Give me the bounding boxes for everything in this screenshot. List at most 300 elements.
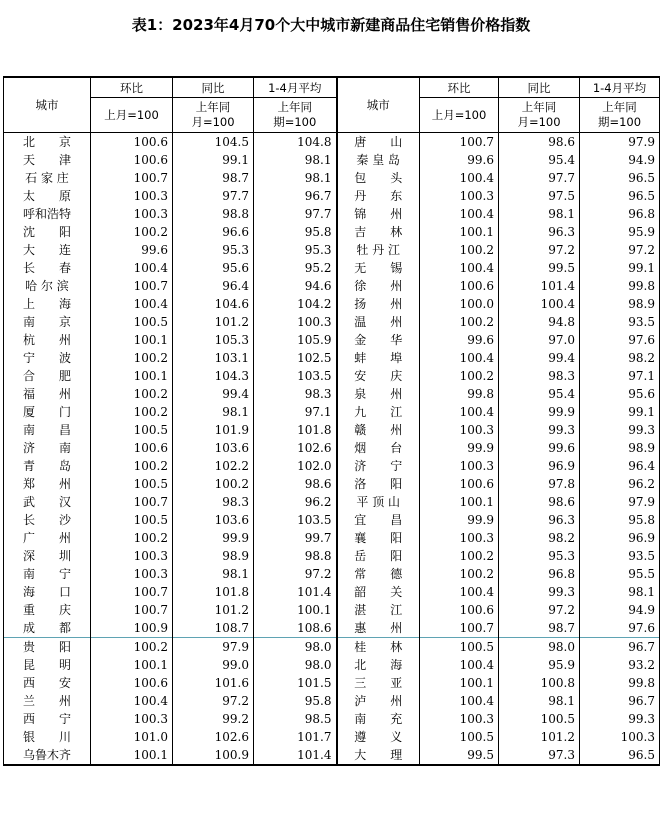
yoy-cell: 98.1	[173, 403, 254, 421]
yoy-cell: 104.3	[173, 367, 254, 385]
yoy-cell: 98.3	[173, 493, 254, 511]
avg-cell: 96.8	[580, 205, 660, 223]
city-cell: 南 京	[4, 313, 91, 331]
avg-cell: 94.9	[580, 601, 660, 619]
avg-header-right: 1-4月平均	[580, 77, 660, 98]
yoy-cell: 99.4	[499, 349, 580, 367]
table-row	[4, 619, 660, 638]
avg-cell: 103.5	[254, 367, 337, 385]
yoy-cell: 98.9	[173, 547, 254, 565]
mom-cell: 100.3	[420, 187, 499, 205]
yoy-cell: 100.4	[499, 295, 580, 313]
avg-cell: 98.3	[254, 385, 337, 403]
table-row	[4, 457, 660, 475]
city-cell: 成 都	[4, 619, 91, 638]
yoy-cell: 97.7	[173, 187, 254, 205]
city-cell: 西 安	[4, 674, 91, 692]
table-title: 表1：2023年4月70个大中城市新建商品住宅销售价格指数	[131, 16, 531, 34]
mom-cell: 100.4	[420, 692, 499, 710]
city-cell: 遵 义	[337, 728, 420, 746]
city-cell: 深 圳	[4, 547, 91, 565]
yoy-cell: 99.4	[173, 385, 254, 403]
city-cell: 泸 州	[337, 692, 420, 710]
avg-cell: 99.3	[580, 421, 660, 439]
yoy-cell: 100.9	[173, 746, 254, 765]
yoy-cell: 95.9	[499, 656, 580, 674]
city-cell: 福 州	[4, 385, 91, 403]
city-cell: 长 沙	[4, 511, 91, 529]
city-cell: 乌鲁木齐	[4, 746, 91, 765]
yoy-cell: 95.3	[499, 547, 580, 565]
avg-cell: 95.8	[580, 511, 660, 529]
yoy-cell: 98.1	[173, 565, 254, 583]
avg-cell: 98.1	[580, 583, 660, 601]
mom-cell: 100.4	[91, 692, 173, 710]
mom-cell: 100.1	[91, 656, 173, 674]
city-cell: 西 宁	[4, 710, 91, 728]
mom-cell: 100.2	[420, 547, 499, 565]
table-row	[4, 601, 660, 619]
mom-cell: 100.5	[91, 511, 173, 529]
header-row-sub	[4, 98, 660, 133]
mom-cell: 100.2	[420, 565, 499, 583]
mom-cell: 100.3	[91, 565, 173, 583]
table-row	[4, 511, 660, 529]
avg-cell: 105.9	[254, 331, 337, 349]
table-row	[4, 421, 660, 439]
avg-base: 上年同 期=100	[254, 98, 337, 133]
mom-cell: 100.2	[420, 241, 499, 259]
avg-cell: 96.7	[580, 692, 660, 710]
mom-header-right: 环比	[420, 77, 499, 98]
avg-cell: 99.1	[580, 259, 660, 277]
yoy-cell: 103.1	[173, 349, 254, 367]
yoy-cell: 96.9	[499, 457, 580, 475]
city-cell: 海 口	[4, 583, 91, 601]
table-row	[4, 583, 660, 601]
mom-cell: 100.7	[91, 493, 173, 511]
avg-cell: 96.5	[580, 746, 660, 765]
avg-cell: 96.2	[254, 493, 337, 511]
city-cell: 哈 尔 滨	[4, 277, 91, 295]
city-column-header: 城市	[4, 77, 91, 133]
mom-cell: 100.2	[91, 349, 173, 367]
yoy-cell: 99.5	[499, 259, 580, 277]
yoy-cell: 99.2	[173, 710, 254, 728]
mom-cell: 100.7	[420, 133, 499, 152]
yoy-cell: 97.0	[499, 331, 580, 349]
avg-cell: 103.5	[254, 511, 337, 529]
yoy-cell: 100.5	[499, 710, 580, 728]
city-cell: 厦 门	[4, 403, 91, 421]
city-cell: 九 江	[337, 403, 420, 421]
yoy-cell: 105.3	[173, 331, 254, 349]
city-cell: 包 头	[337, 169, 420, 187]
city-cell: 沈 阳	[4, 223, 91, 241]
avg-cell: 95.2	[254, 259, 337, 277]
avg-cell: 98.5	[254, 710, 337, 728]
city-cell: 天 津	[4, 151, 91, 169]
city-cell: 太 原	[4, 187, 91, 205]
city-cell: 洛 阳	[337, 475, 420, 493]
avg-cell: 100.1	[254, 601, 337, 619]
city-cell: 平 顶 山	[337, 493, 420, 511]
city-cell: 重 庆	[4, 601, 91, 619]
yoy-cell: 99.6	[499, 439, 580, 457]
city-cell: 兰 州	[4, 692, 91, 710]
avg-cell: 98.9	[580, 439, 660, 457]
mom-cell: 100.6	[420, 601, 499, 619]
city-cell: 牡 丹 江	[337, 241, 420, 259]
mom-cell: 100.2	[91, 223, 173, 241]
mom-cell: 100.6	[91, 133, 173, 152]
mom-cell: 100.4	[420, 656, 499, 674]
mom-cell: 100.5	[91, 313, 173, 331]
avg-cell: 97.6	[580, 619, 660, 638]
table-row	[4, 728, 660, 746]
avg-cell: 93.2	[580, 656, 660, 674]
mom-cell: 100.2	[420, 313, 499, 331]
avg-cell: 96.5	[580, 187, 660, 205]
table-row	[4, 638, 660, 657]
yoy-cell: 97.9	[173, 638, 254, 657]
avg-cell: 101.4	[254, 583, 337, 601]
avg-cell: 97.2	[254, 565, 337, 583]
city-cell: 南 昌	[4, 421, 91, 439]
mom-cell: 100.3	[91, 710, 173, 728]
mom-cell: 100.1	[91, 331, 173, 349]
yoy-cell: 96.8	[499, 565, 580, 583]
avg-cell: 96.4	[580, 457, 660, 475]
table-row	[4, 313, 660, 331]
avg-cell: 97.9	[580, 133, 660, 152]
city-cell: 锦 州	[337, 205, 420, 223]
city-cell: 贵 阳	[4, 638, 91, 657]
yoy-cell: 95.4	[499, 385, 580, 403]
yoy-cell: 96.3	[499, 223, 580, 241]
yoy-cell: 99.9	[173, 529, 254, 547]
avg-cell: 95.6	[580, 385, 660, 403]
yoy-base: 上年同 月=100	[173, 98, 254, 133]
city-cell: 呼和浩特	[4, 205, 91, 223]
mom-cell: 100.3	[420, 710, 499, 728]
avg-cell: 94.9	[580, 151, 660, 169]
avg-cell: 97.7	[254, 205, 337, 223]
avg-base-right: 上年同 期=100	[580, 98, 660, 133]
table-row	[4, 746, 660, 765]
avg-cell: 102.6	[254, 439, 337, 457]
mom-cell: 100.7	[91, 601, 173, 619]
yoy-cell: 98.0	[499, 638, 580, 657]
yoy-cell: 102.6	[173, 728, 254, 746]
yoy-cell: 99.9	[499, 403, 580, 421]
table-row	[4, 241, 660, 259]
city-cell: 长 春	[4, 259, 91, 277]
avg-cell: 98.9	[580, 295, 660, 313]
avg-cell: 101.7	[254, 728, 337, 746]
city-cell: 南 充	[337, 710, 420, 728]
city-cell: 吉 林	[337, 223, 420, 241]
yoy-cell: 104.5	[173, 133, 254, 152]
yoy-cell: 99.3	[499, 583, 580, 601]
yoy-cell: 96.4	[173, 277, 254, 295]
mom-cell: 100.4	[420, 205, 499, 223]
table-row	[4, 277, 660, 295]
avg-cell: 99.8	[580, 277, 660, 295]
city-cell: 常 德	[337, 565, 420, 583]
mom-cell: 100.9	[91, 619, 173, 638]
yoy-cell: 96.6	[173, 223, 254, 241]
mom-cell: 101.0	[91, 728, 173, 746]
table-row	[4, 493, 660, 511]
mom-cell: 100.7	[91, 169, 173, 187]
avg-cell: 95.3	[254, 241, 337, 259]
city-cell: 大 连	[4, 241, 91, 259]
mom-cell: 100.1	[91, 367, 173, 385]
table-row	[4, 692, 660, 710]
mom-cell: 99.8	[420, 385, 499, 403]
city-cell: 唐 山	[337, 133, 420, 152]
avg-cell: 98.0	[254, 638, 337, 657]
avg-cell: 99.7	[254, 529, 337, 547]
yoy-cell: 98.6	[499, 493, 580, 511]
avg-cell: 97.6	[580, 331, 660, 349]
yoy-cell: 108.7	[173, 619, 254, 638]
city-cell: 济 宁	[337, 457, 420, 475]
avg-cell: 96.7	[254, 187, 337, 205]
city-cell: 郑 州	[4, 475, 91, 493]
table-row	[4, 367, 660, 385]
city-cell: 桂 林	[337, 638, 420, 657]
mom-cell: 100.0	[420, 295, 499, 313]
city-cell: 安 庆	[337, 367, 420, 385]
mom-cell: 100.3	[91, 187, 173, 205]
city-cell: 武 汉	[4, 493, 91, 511]
avg-cell: 101.8	[254, 421, 337, 439]
avg-cell: 97.1	[580, 367, 660, 385]
city-cell: 赣 州	[337, 421, 420, 439]
city-cell: 徐 州	[337, 277, 420, 295]
mom-cell: 100.4	[91, 295, 173, 313]
avg-cell: 96.2	[580, 475, 660, 493]
mom-cell: 99.6	[420, 331, 499, 349]
yoy-cell: 95.6	[173, 259, 254, 277]
yoy-cell: 94.8	[499, 313, 580, 331]
avg-cell: 104.8	[254, 133, 337, 152]
avg-cell: 93.5	[580, 547, 660, 565]
yoy-cell: 97.2	[173, 692, 254, 710]
mom-cell: 100.2	[91, 385, 173, 403]
mom-cell: 100.2	[91, 457, 173, 475]
yoy-cell: 98.1	[499, 205, 580, 223]
yoy-cell: 101.2	[499, 728, 580, 746]
avg-cell: 99.8	[580, 674, 660, 692]
table-row	[4, 403, 660, 421]
table-row	[4, 169, 660, 187]
city-cell: 合 肥	[4, 367, 91, 385]
avg-cell: 97.2	[580, 241, 660, 259]
header-row-top	[4, 77, 660, 98]
mom-cell: 100.6	[420, 475, 499, 493]
avg-cell: 95.8	[254, 692, 337, 710]
avg-cell: 94.6	[254, 277, 337, 295]
mom-cell: 99.5	[420, 746, 499, 765]
yoy-cell: 100.2	[173, 475, 254, 493]
mom-cell: 100.3	[420, 421, 499, 439]
avg-cell: 93.5	[580, 313, 660, 331]
avg-cell: 100.3	[580, 728, 660, 746]
table-row	[4, 205, 660, 223]
mom-cell: 100.3	[91, 547, 173, 565]
mom-header: 环比	[91, 77, 173, 98]
avg-cell: 108.6	[254, 619, 337, 638]
city-cell: 温 州	[337, 313, 420, 331]
city-cell: 北 京	[4, 133, 91, 152]
city-cell: 北 海	[337, 656, 420, 674]
mom-cell: 100.7	[91, 277, 173, 295]
avg-cell: 100.3	[254, 313, 337, 331]
city-cell: 昆 明	[4, 656, 91, 674]
avg-cell: 104.2	[254, 295, 337, 313]
city-cell: 蚌 埠	[337, 349, 420, 367]
mom-cell: 100.2	[91, 403, 173, 421]
yoy-cell: 99.0	[173, 656, 254, 674]
yoy-cell: 101.9	[173, 421, 254, 439]
avg-cell: 95.8	[254, 223, 337, 241]
avg-cell: 98.1	[254, 151, 337, 169]
table-row	[4, 529, 660, 547]
yoy-cell: 98.3	[499, 367, 580, 385]
mom-cell: 100.4	[91, 259, 173, 277]
mom-cell: 100.1	[91, 746, 173, 765]
city-cell: 烟 台	[337, 439, 420, 457]
yoy-cell: 99.1	[173, 151, 254, 169]
yoy-header-right: 同比	[499, 77, 580, 98]
avg-cell: 95.9	[580, 223, 660, 241]
yoy-cell: 97.2	[499, 241, 580, 259]
mom-cell: 100.3	[91, 205, 173, 223]
mom-cell: 100.6	[91, 439, 173, 457]
table-row	[4, 565, 660, 583]
avg-cell: 101.5	[254, 674, 337, 692]
city-cell: 襄 阳	[337, 529, 420, 547]
avg-cell: 98.8	[254, 547, 337, 565]
avg-cell: 95.5	[580, 565, 660, 583]
mom-cell: 99.6	[420, 151, 499, 169]
mom-cell: 100.6	[91, 151, 173, 169]
city-cell: 秦 皇 岛	[337, 151, 420, 169]
mom-cell: 100.1	[420, 674, 499, 692]
yoy-header: 同比	[173, 77, 254, 98]
city-cell: 惠 州	[337, 619, 420, 638]
mom-cell: 100.2	[91, 529, 173, 547]
city-cell: 泉 州	[337, 385, 420, 403]
price-index-table	[3, 76, 660, 766]
table-row	[4, 151, 660, 169]
avg-cell: 102.5	[254, 349, 337, 367]
yoy-cell: 98.8	[173, 205, 254, 223]
city-column-header-right: 城市	[337, 77, 420, 133]
avg-cell: 96.9	[580, 529, 660, 547]
yoy-cell: 104.6	[173, 295, 254, 313]
avg-cell: 99.3	[580, 710, 660, 728]
mom-cell: 100.5	[91, 475, 173, 493]
table-row	[4, 674, 660, 692]
city-cell: 银 川	[4, 728, 91, 746]
table-row	[4, 331, 660, 349]
city-cell: 宜 昌	[337, 511, 420, 529]
yoy-cell: 102.2	[173, 457, 254, 475]
yoy-cell: 97.7	[499, 169, 580, 187]
yoy-cell: 101.2	[173, 313, 254, 331]
yoy-cell: 98.2	[499, 529, 580, 547]
mom-cell: 100.4	[420, 403, 499, 421]
city-cell: 南 宁	[4, 565, 91, 583]
table-row	[4, 295, 660, 313]
city-cell: 韶 关	[337, 583, 420, 601]
city-cell: 广 州	[4, 529, 91, 547]
mom-cell: 100.2	[91, 638, 173, 657]
table-row	[4, 259, 660, 277]
mom-cell: 100.7	[91, 583, 173, 601]
city-cell: 金 华	[337, 331, 420, 349]
city-cell: 石 家 庄	[4, 169, 91, 187]
yoy-cell: 96.3	[499, 511, 580, 529]
city-cell: 无 锡	[337, 259, 420, 277]
avg-header: 1-4月平均	[254, 77, 337, 98]
mom-cell: 100.1	[420, 493, 499, 511]
yoy-cell: 100.8	[499, 674, 580, 692]
table-row	[4, 710, 660, 728]
city-cell: 三 亚	[337, 674, 420, 692]
avg-cell: 101.4	[254, 746, 337, 765]
avg-cell: 97.1	[254, 403, 337, 421]
avg-cell: 96.7	[580, 638, 660, 657]
yoy-cell: 98.7	[173, 169, 254, 187]
table-row	[4, 656, 660, 674]
city-cell: 丹 东	[337, 187, 420, 205]
yoy-cell: 98.1	[499, 692, 580, 710]
avg-cell: 98.2	[580, 349, 660, 367]
yoy-cell: 97.2	[499, 601, 580, 619]
mom-cell: 99.9	[420, 511, 499, 529]
mom-cell: 100.2	[420, 367, 499, 385]
yoy-cell: 98.7	[499, 619, 580, 638]
city-cell: 济 南	[4, 439, 91, 457]
mom-cell: 99.6	[91, 241, 173, 259]
yoy-cell: 101.8	[173, 583, 254, 601]
table-row	[4, 547, 660, 565]
city-cell: 大 理	[337, 746, 420, 765]
yoy-cell: 103.6	[173, 511, 254, 529]
yoy-cell: 101.2	[173, 601, 254, 619]
table-row	[4, 439, 660, 457]
yoy-cell: 99.3	[499, 421, 580, 439]
mom-cell: 100.4	[420, 169, 499, 187]
city-cell: 岳 阳	[337, 547, 420, 565]
yoy-cell: 97.3	[499, 746, 580, 765]
table-row	[4, 187, 660, 205]
mom-cell: 100.3	[420, 529, 499, 547]
city-cell: 杭 州	[4, 331, 91, 349]
mom-cell: 100.6	[420, 277, 499, 295]
table-row	[4, 223, 660, 241]
yoy-cell: 97.8	[499, 475, 580, 493]
table-row	[4, 475, 660, 493]
mom-cell: 100.7	[420, 619, 499, 638]
yoy-base-right: 上年同 月=100	[499, 98, 580, 133]
yoy-cell: 98.6	[499, 133, 580, 152]
